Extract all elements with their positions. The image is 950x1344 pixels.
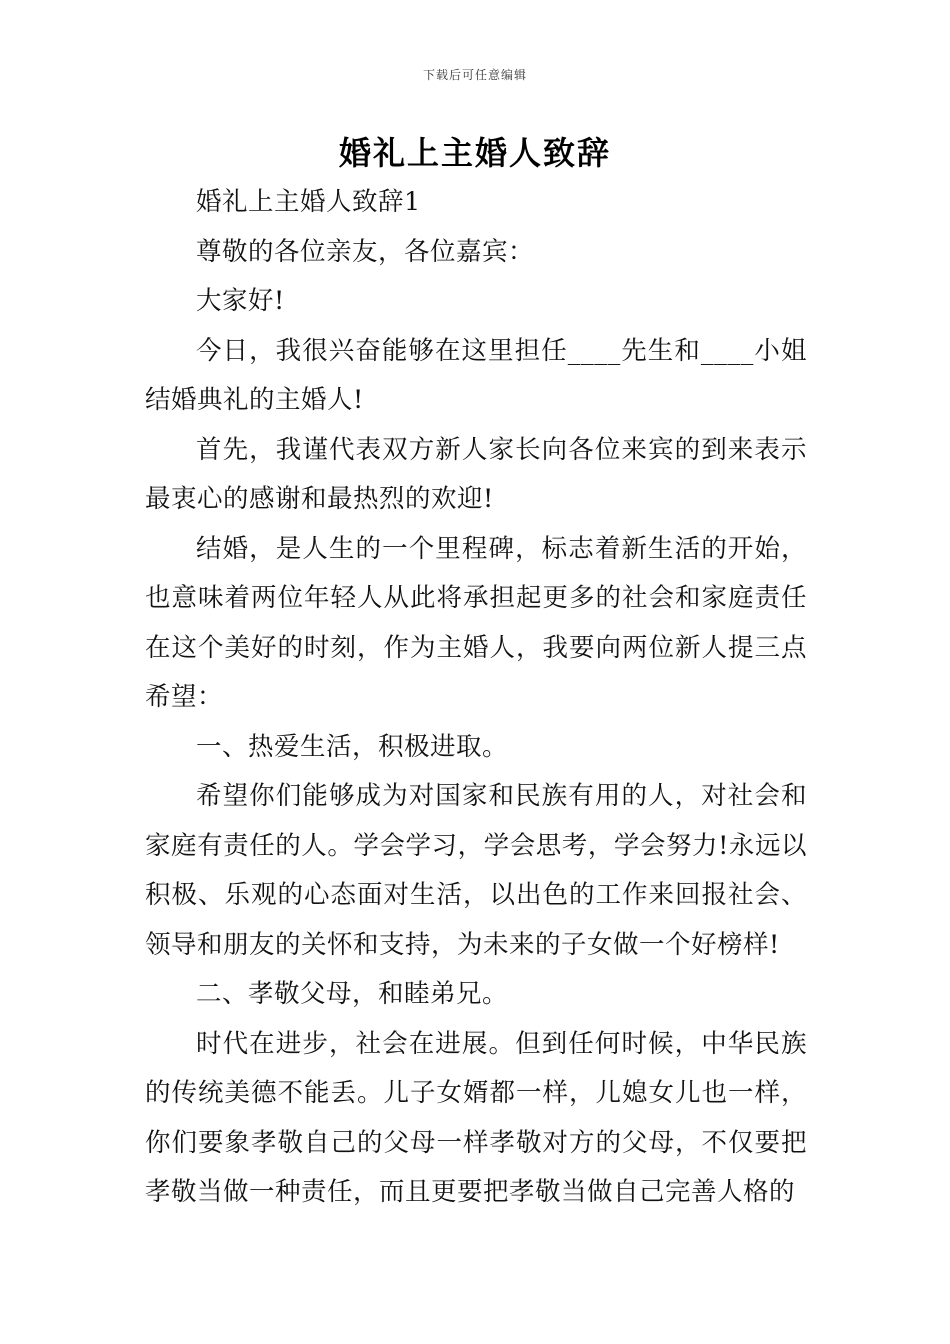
paragraph-point-one-heading: 一、热爱生活，积极进取。 (196, 731, 509, 762)
paragraph-greeting: 大家好! (196, 286, 285, 316)
paragraph-point-one-body: 希望你们能够成为对国家和民族有用的人，对社会和家庭有责任的人。学会学习，学会思考，学会努力!永远以积极、乐观的心态面对生活，以出色的工作来回报社会、领导和朋友的关怀和支持，为未来的子女做一个好榜样! (145, 781, 807, 960)
paragraph-subtitle: 婚礼上主婚人致辞1 (196, 187, 421, 217)
paragraph-thanks: 首先，我谨代表双方新人家长向各位来宾的到来表示最衷心的感谢和最热烈的欢迎! (145, 434, 807, 514)
paragraph-opening: 今日，我很兴奋能够在这里担任____先生和____小姐结婚典礼的主婚人! (145, 335, 807, 415)
paragraph-milestone: 结婚，是人生的一个里程碑，标志着新生活的开始，也意味着两位年轻人从此将承担起更多的社会和家庭责任在这个美好的时刻，作为主婚人，我要向两位新人提三点希望： (145, 533, 807, 712)
paragraph-point-two-body: 时代在进步，社会在进展。但到任何时候，中华民族的传统美德不能丢。儿子女婿都一样，儿媳女儿也一样，你们要象孝敬自己的父母一样孝敬对方的父母，不仅要把孝敬当做一种责任，而且更要把孝敬当做自己完善人格的 (145, 1028, 807, 1207)
paragraph-salutation: 尊敬的各位亲友，各位嘉宾： (196, 236, 535, 267)
document-body (145, 178, 807, 1218)
header-note: 下载后可任意编辑 (422, 68, 527, 82)
paragraph-point-two-heading: 二、孝敬父母，和睦弟兄。 (196, 979, 509, 1009)
document-title: 婚礼上主婚人致辞 (338, 134, 611, 172)
